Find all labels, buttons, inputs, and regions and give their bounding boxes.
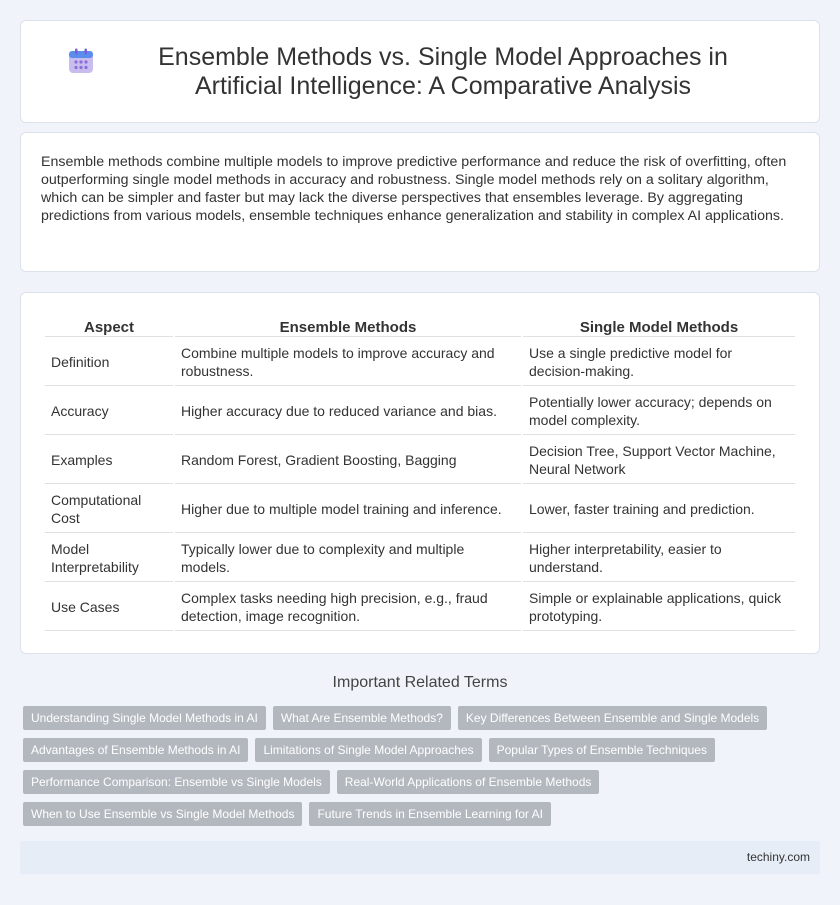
cell-aspect: Use Cases xyxy=(45,584,173,631)
table-row xyxy=(45,584,795,631)
related-term-tag[interactable]: Limitations of Single Model Approaches xyxy=(255,738,481,762)
tag-row xyxy=(23,770,823,794)
cell-aspect: Definition xyxy=(45,339,173,386)
table-row xyxy=(45,535,795,582)
table-row xyxy=(45,339,795,386)
cell-single: Potentially lower accuracy; depends on model complexity. xyxy=(523,388,795,435)
related-term-tag[interactable]: Understanding Single Model Methods in AI xyxy=(23,706,266,730)
related-terms-title: Important Related Terms xyxy=(332,674,508,691)
cell-single: Higher interpretability, easier to understand. xyxy=(523,535,795,582)
cell-ensemble: Random Forest, Gradient Boosting, Bagging xyxy=(175,437,521,484)
cell-single: Simple or explainable applications, quick prototyping. xyxy=(523,584,795,631)
header-single: Single Model Methods xyxy=(523,315,795,337)
footer xyxy=(20,841,820,874)
related-term-tag[interactable]: Popular Types of Ensemble Techniques xyxy=(489,738,715,762)
related-term-tag[interactable]: Performance Comparison: Ensemble vs Single Models xyxy=(23,770,330,794)
related-term-tag[interactable]: Real-World Applications of Ensemble Methods xyxy=(337,770,600,794)
cell-single: Use a single predictive model for decision-making. xyxy=(523,339,795,386)
table-header-row xyxy=(45,315,795,337)
tag-row xyxy=(23,738,823,762)
related-term-tag[interactable]: Future Trends in Ensemble Learning for AI xyxy=(309,802,550,826)
cell-aspect: Model Interpretability xyxy=(45,535,173,582)
tag-row xyxy=(23,802,823,826)
cell-aspect: Accuracy xyxy=(45,388,173,435)
header-inner xyxy=(67,43,773,101)
header-ensemble: Ensemble Methods xyxy=(175,315,521,337)
cell-ensemble: Typically lower due to complexity and multiple models. xyxy=(175,535,521,582)
cell-ensemble: Combine multiple models to improve accuracy and robustness. xyxy=(175,339,521,386)
header-card xyxy=(20,20,820,123)
intro-card xyxy=(20,132,820,272)
tag-row xyxy=(23,706,823,730)
comparison-table xyxy=(43,313,797,633)
related-term-tag[interactable]: Key Differences Between Ensemble and Single Models xyxy=(458,706,767,730)
cell-ensemble: Higher due to multiple model training and inference. xyxy=(175,486,521,533)
calendar-icon xyxy=(67,47,95,75)
cell-single: Lower, faster training and prediction. xyxy=(523,486,795,533)
cell-ensemble: Complex tasks needing high precision, e.g., fraud detection, image recognition. xyxy=(175,584,521,631)
related-term-tag[interactable]: When to Use Ensemble vs Single Model Methods xyxy=(23,802,302,826)
page-title: Ensemble Methods vs. Single Model Approaches in Artificial Intelligence: A Comparative Analysis xyxy=(158,42,728,100)
cell-aspect: Examples xyxy=(45,437,173,484)
intro-text: Ensemble methods combine multiple models to improve predictive performance and reduce the risk of overfitting, often outperforming single model methods in accuracy and robustness. Single model methods rely on a solitary algorithm, which can be simpler and faster but may lack the diverse perspectives that ensembles leverage. By aggregating predictions from various models, ensemble techniques enhance generalization and stability in complex AI applications. xyxy=(41,154,787,224)
cell-single: Decision Tree, Support Vector Machine, Neural Network xyxy=(523,437,795,484)
related-terms-tags xyxy=(23,706,823,834)
footer-site-link[interactable]: techiny.com xyxy=(746,850,810,864)
cell-ensemble: Higher accuracy due to reduced variance and bias. xyxy=(175,388,521,435)
comparison-table-card xyxy=(20,292,820,654)
table-row xyxy=(45,388,795,435)
related-term-tag[interactable]: Advantages of Ensemble Methods in AI xyxy=(23,738,248,762)
cell-aspect: Computational Cost xyxy=(45,486,173,533)
table-row xyxy=(45,437,795,484)
related-term-tag[interactable]: What Are Ensemble Methods? xyxy=(273,706,451,730)
header-aspect: Aspect xyxy=(45,315,173,337)
table-row xyxy=(45,486,795,533)
